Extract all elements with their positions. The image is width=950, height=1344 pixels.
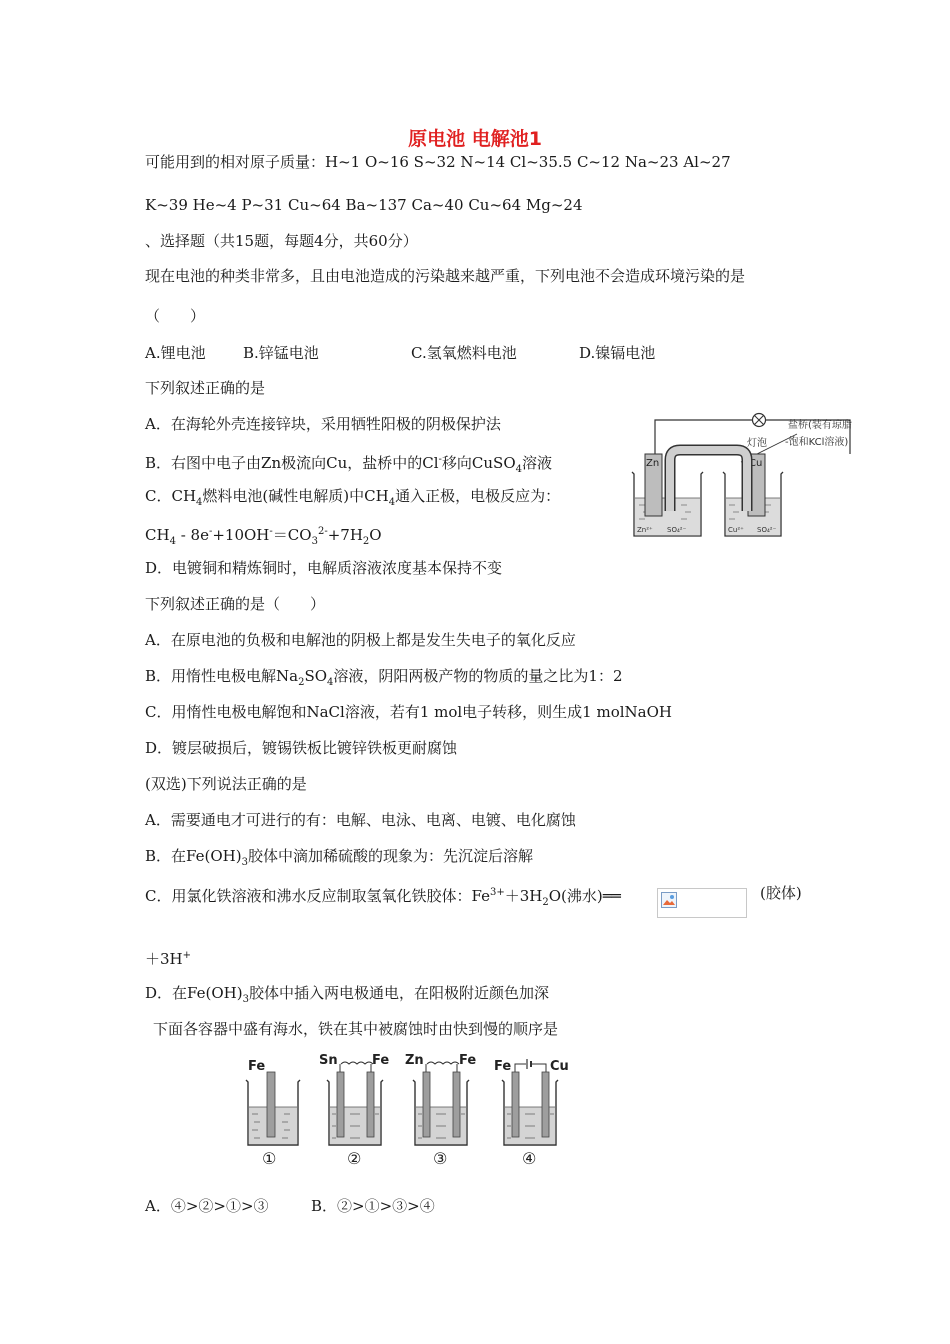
svg-text:Fe: Fe (494, 1059, 512, 1074)
q2-equation: $CH_4 - 8e^-+10OH^-=CO_3^{2-}+7H_2O$ (145, 526, 382, 547)
q1-option-a: A.锂电池 (145, 344, 206, 362)
atomic-mass-line-1: 可能用到的相对原子质量：H~1 O~16 S~32 N~14 Cl~35.5 C~12 Na~23 Al~27 (145, 153, 731, 171)
right-electrode-label: Cu (749, 458, 763, 469)
q4-option-d: D．在$Fe(OH)_3$胶体中插入两电极通电，在阳极附近颜色加深 (145, 984, 549, 1005)
q5-option-b: B．②>①>③>④ (311, 1197, 435, 1215)
q5-stem: 下面各容器中盛有海水，铁在其中被腐蚀时由快到慢的顺序是 (153, 1020, 559, 1038)
q1-stem: 现在电池的种类非常多，且由电池造成的污染越来越严重，下列电池不会造成环境污染的是 (145, 267, 746, 285)
q4-option-c: C．用氯化铁溶液和沸水反应制取氢氧化铁胶体：$Fe^{3+}+3H_2O$(沸水)══ (145, 887, 621, 908)
q1-options (145, 343, 655, 363)
cell-2 (319, 1053, 389, 1168)
svg-text:Zn: Zn (405, 1053, 424, 1068)
broken-image-icon (661, 892, 677, 908)
q3-option-a: A．在原电池的负极和电解池的阴极上都是发生失电子的氧化反应 (145, 631, 576, 649)
svg-text:Zn²⁺: Zn²⁺ (637, 526, 653, 534)
q1-option-b: B.锌锰电池 (243, 344, 319, 362)
svg-text:Cu: Cu (550, 1059, 569, 1074)
q1-option-c: C.氢氧燃料电池 (411, 344, 517, 362)
q3-stem: 下列叙述正确的是（ ） (145, 595, 326, 613)
missing-image-placeholder (657, 888, 747, 918)
atomic-mass-line-2: K~39 He~4 P~31 Cu~64 Ba~137 Ca~40 Cu~64 Mg~24 (145, 196, 583, 214)
svg-text:Cu²⁺: Cu²⁺ (728, 526, 744, 534)
svg-text:Fe: Fe (459, 1053, 477, 1068)
svg-text:③: ③ (433, 1149, 448, 1168)
q1-answer-paren: （ ） (145, 307, 206, 325)
cell-1 (246, 1059, 300, 1168)
svg-text:④: ④ (522, 1149, 537, 1168)
q4-option-c-tail: (胶体) (760, 884, 802, 902)
q3-option-d: D．镀层破损后，镀锡铁板比镀锌铁板更耐腐蚀 (145, 739, 458, 757)
svg-text:①: ① (262, 1149, 277, 1168)
svg-text:②: ② (347, 1149, 362, 1168)
q4-option-b: B．在$Fe(OH)_3$胶体中滴加稀硫酸的现象为：先沉淀后溶解 (145, 847, 533, 868)
section-header: 、选择题（共15题，每题4分，共60分） (145, 232, 418, 250)
q3-option-c: C．用惰性电极电解饱和NaCl溶液，若有1 mol电子转移，则生成1 molNaOH (145, 703, 672, 721)
q2-option-a: A．在海轮外壳连接锌块，采用牺牲阳极的阴极保护法 (145, 415, 501, 433)
lamp-label: 灯泡 (747, 438, 767, 449)
q4-stem: (双选)下列说法正确的是 (145, 775, 307, 793)
svg-text:Fe: Fe (372, 1053, 390, 1068)
salt-bridge-label-2: -饱和KCl溶液) (785, 437, 849, 448)
lamp-icon (753, 414, 766, 427)
salt-bridge-label-1: 盐桥(装有琼脂 (788, 420, 852, 431)
q2-option-b: B．右图中电子由Zn极流向Cu，盐桥中的Cl-移向CuSO$_4$溶液 (145, 454, 553, 475)
q2-option-c: C．$CH_4$燃料电池(碱性电解质)中$CH_4$通入正极，电极反应为： (145, 487, 561, 508)
right-beaker (723, 454, 783, 536)
document-title: 原电池 电解池1 (408, 128, 542, 150)
svg-text:SO₄²⁻: SO₄²⁻ (667, 526, 687, 534)
svg-text:SO₄²⁻: SO₄²⁻ (757, 526, 777, 534)
cell-3 (405, 1053, 476, 1168)
q4-option-c-continued: ＋3H+ (145, 950, 192, 968)
q1-option-d: D.镍镉电池 (579, 344, 656, 362)
q5-options (145, 1196, 435, 1216)
q2-stem: 下列叙述正确的是 (145, 379, 266, 397)
cell-4 (494, 1059, 569, 1168)
svg-text:Sn: Sn (319, 1053, 338, 1068)
galvanic-cell-diagram (625, 408, 875, 543)
left-electrode-label: Zn (646, 458, 660, 469)
q4-option-a: A．需要通电才可进行的有：电解、电泳、电离、电镀、电化腐蚀 (145, 811, 576, 829)
corrosion-cells-diagram (240, 1050, 580, 1170)
q5-option-a: A．④>②>①>③ (145, 1197, 269, 1215)
svg-text:Fe: Fe (248, 1059, 266, 1074)
q2-option-d: D．电镀铜和精炼铜时，电解质溶液浓度基本保持不变 (145, 559, 503, 577)
q3-option-b: B．用惰性电极电解$Na_2SO_4$溶液，阴阳两极产物的物质的量之比为1：2 (145, 667, 623, 688)
